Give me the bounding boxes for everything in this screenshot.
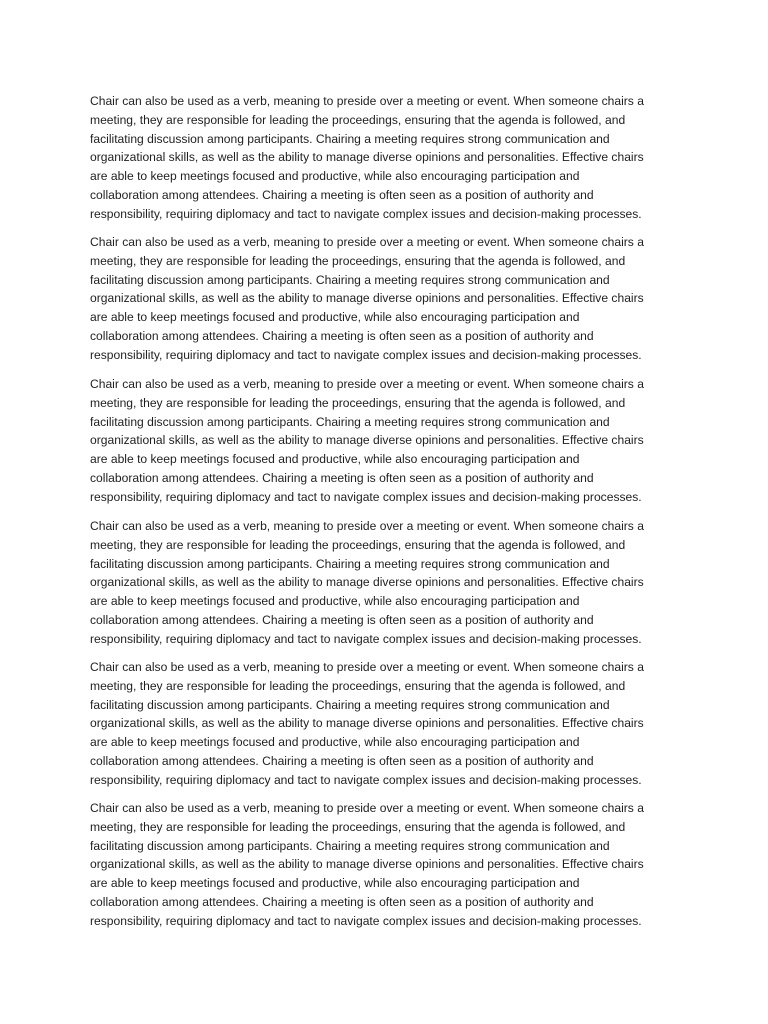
paragraph-1 (90, 92, 680, 224)
paragraph-line: meeting, they are responsible for leading the proceedings, ensuring that the agenda is followed, and (90, 819, 626, 834)
paragraph-line: meeting, they are responsible for leading the proceedings, ensuring that the agenda is followed, and (90, 678, 626, 693)
paragraph-line: collaboration among attendees. Chairing a meeting is often seen as a position of authority and (90, 612, 594, 627)
paragraph-line: Chair can also be used as a verb, meaning to preside over a meeting or event. When someone chairs a (90, 235, 644, 249)
paragraph-line: are able to keep meetings focused and productive, while also encouraging participation and (90, 876, 580, 891)
paragraph-2 (90, 233, 680, 365)
paragraph-line: Chair can also be used as a verb, meaning to preside over a meeting or event. When someone chairs a (90, 660, 644, 674)
paragraph-5 (90, 658, 680, 790)
paragraph-line: meeting, they are responsible for leading the proceedings, ensuring that the agenda is followed, and (90, 112, 626, 127)
paragraph-line: responsibility, requiring diplomacy and tact to navigate complex issues and decision-making processes. (90, 347, 642, 362)
paragraph-3 (90, 375, 680, 507)
paragraph-line: responsibility, requiring diplomacy and tact to navigate complex issues and decision-making processes. (90, 489, 642, 504)
paragraph-line: facilitating discussion among participants. Chairing a meeting requires strong communication and (90, 131, 610, 146)
paragraph-6 (90, 799, 680, 931)
paragraph-line: organizational skills, as well as the ability to manage diverse opinions and personalities. Effective chairs (90, 716, 644, 731)
paragraph-line: responsibility, requiring diplomacy and tact to navigate complex issues and decision-making processes. (90, 206, 642, 221)
paragraph-line: collaboration among attendees. Chairing a meeting is often seen as a position of authority and (90, 470, 594, 485)
paragraph-line: collaboration among attendees. Chairing a meeting is often seen as a position of authority and (90, 894, 594, 909)
paragraph-line: organizational skills, as well as the ability to manage diverse opinions and personalities. Effective chairs (90, 291, 644, 306)
paragraph-line: Chair can also be used as a verb, meaning to preside over a meeting or event. When someone chairs a (90, 801, 644, 815)
paragraph-line: meeting, they are responsible for leading the proceedings, ensuring that the agenda is followed, and (90, 253, 626, 268)
paragraph-line: responsibility, requiring diplomacy and tact to navigate complex issues and decision-making processes. (90, 631, 642, 646)
paragraph-line: organizational skills, as well as the ability to manage diverse opinions and personalities. Effective chairs (90, 857, 644, 872)
paragraph-line: organizational skills, as well as the ability to manage diverse opinions and personalities. Effective chairs (90, 575, 644, 590)
paragraph-line: facilitating discussion among participants. Chairing a meeting requires strong communication and (90, 556, 610, 571)
paragraph-line: Chair can also be used as a verb, meaning to preside over a meeting or event. When someone chairs a (90, 377, 644, 391)
paragraph-line: are able to keep meetings focused and productive, while also encouraging participation and (90, 169, 580, 184)
paragraph-4 (90, 517, 680, 649)
paragraph-line: are able to keep meetings focused and productive, while also encouraging participation and (90, 594, 580, 609)
paragraph-line: meeting, they are responsible for leading the proceedings, ensuring that the agenda is followed, and (90, 537, 626, 552)
paragraph-line: facilitating discussion among participants. Chairing a meeting requires strong communication and (90, 838, 610, 853)
paragraph-line: Chair can also be used as a verb, meaning to preside over a meeting or event. When someone chairs a (90, 94, 644, 108)
paragraph-line: collaboration among attendees. Chairing a meeting is often seen as a position of authority and (90, 328, 594, 343)
paragraph-line: facilitating discussion among participants. Chairing a meeting requires strong communication and (90, 414, 610, 429)
paragraph-line: are able to keep meetings focused and productive, while also encouraging participation and (90, 310, 580, 325)
paragraph-line: collaboration among attendees. Chairing a meeting is often seen as a position of authority and (90, 753, 594, 768)
paragraph-line: are able to keep meetings focused and productive, while also encouraging participation and (90, 735, 580, 750)
paragraph-line: facilitating discussion among participants. Chairing a meeting requires strong communication and (90, 272, 610, 287)
paragraph-line: meeting, they are responsible for leading the proceedings, ensuring that the agenda is followed, and (90, 395, 626, 410)
paragraph-line: are able to keep meetings focused and productive, while also encouraging participation and (90, 452, 580, 467)
paragraph-line: responsibility, requiring diplomacy and tact to navigate complex issues and decision-making processes. (90, 772, 642, 787)
paragraph-line: organizational skills, as well as the ability to manage diverse opinions and personalities. Effective chairs (90, 433, 644, 448)
paragraph-line: Chair can also be used as a verb, meaning to preside over a meeting or event. When someone chairs a (90, 519, 644, 533)
paragraph-line: organizational skills, as well as the ability to manage diverse opinions and personalities. Effective chairs (90, 150, 644, 165)
paragraph-line: collaboration among attendees. Chairing a meeting is often seen as a position of authority and (90, 187, 594, 202)
paragraph-line: facilitating discussion among participants. Chairing a meeting requires strong communication and (90, 697, 610, 712)
paragraph-line: responsibility, requiring diplomacy and tact to navigate complex issues and decision-making processes. (90, 913, 642, 928)
